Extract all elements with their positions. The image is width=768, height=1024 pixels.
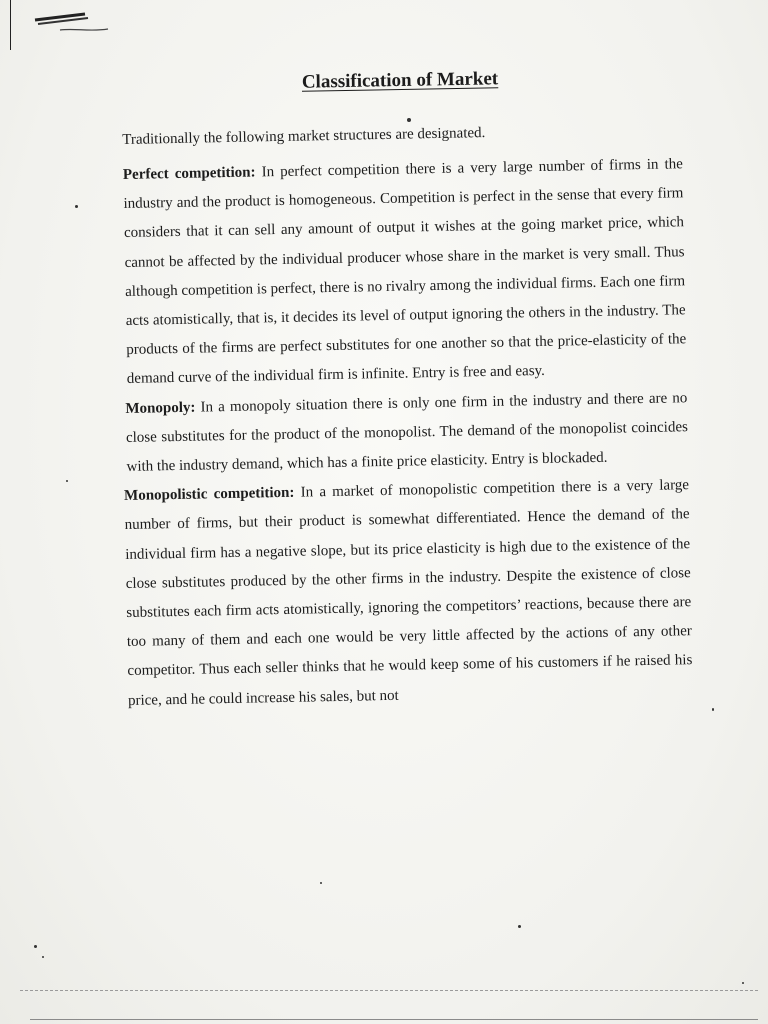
scan-bottom-line (20, 990, 758, 991)
section-monopoly (125, 384, 689, 482)
page-edge-line (10, 0, 11, 50)
scan-speck (75, 205, 78, 208)
intro-paragraph: Traditionally the following market structures are designated. (122, 125, 486, 148)
section-perfect-competition (123, 150, 687, 394)
scan-bottom-line (30, 1019, 758, 1020)
section-body: In a monopoly situation there is only one firm in the industry and there are no close substitutes for the product of the monopolist. The demand of the monopolist coincides with the industry demand, which has a finite price elasticity. Entry is blockaded. (125, 389, 689, 476)
section-term: Monopolistic competition: (123, 484, 295, 505)
section-body: In a market of monopolistic competition there is a very large number of firms, but their product is somewhat differentiated. Hence the demand of the individual firm has a negative slope, but its price elasticity is high due to the existence of the close substitutes produced by the other firms in the industry. Despite the existence of close substitutes each firm acts atomistically, ignoring the competitors’ reactions, because there are too many of them and each one would be very little affected by the actions of any other competitor. Thus each seller thinks that he would keep some of his customers if he raised his price, and he could increase his sales, but not (124, 477, 693, 709)
page-title: Classification of Market (301, 68, 499, 93)
scan-speck (320, 882, 322, 884)
body-text (122, 115, 693, 716)
scan-speck (42, 956, 44, 958)
scan-speck (34, 945, 37, 948)
scan-speck (518, 925, 521, 928)
section-term: Monopoly: (125, 399, 196, 417)
section-monopolistic-competition (124, 471, 693, 715)
scan-artifact-mark (30, 8, 120, 38)
scan-speck (407, 118, 411, 122)
section-body: In perfect competition there is a very large number of firms in the industry and the product is homogeneous. Competition is perfect in the sense that every firm considers that it can sell any amount of output it wishes at the going market price, which cannot be affected by the individual producer whose share in the market is very small. Thus although competition is perfect, there is no rivalry among the individual firms. Each one firm acts atomistically, that is, it decides its level of output ignoring the others in the industry. The products of the firms are perfect substitutes for one another so that the price-elasticity of the demand curve of the individual firm is infinite. Entry is free and easy. (123, 156, 687, 388)
scan-speck (66, 480, 68, 482)
section-term: Perfect competition: (122, 164, 256, 183)
scan-speck (712, 708, 714, 711)
scan-speck (742, 982, 744, 984)
